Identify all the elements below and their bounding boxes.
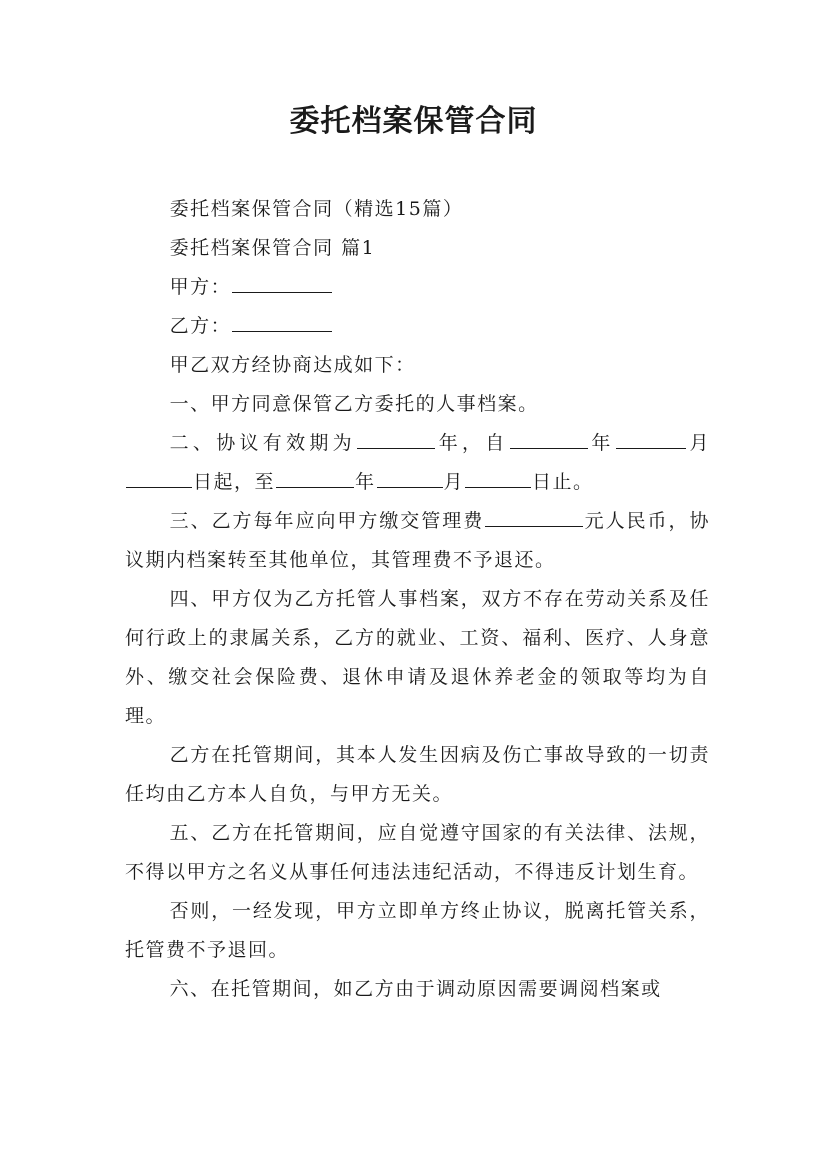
paragraph-agreement-intro: 甲乙双方经协商达成如下：	[169, 354, 416, 376]
paragraph-clause-5-consequence: 否则，一经发现，甲方立即单方终止协议，脱离托管关系，托管费不予退回。	[125, 900, 710, 961]
paragraph-clause-3	[125, 502, 710, 580]
blank-start-month	[616, 428, 686, 449]
paragraph-clause-5: 五、乙方在托管期间，应自觉遵守国家的有关法律、法规，不得以甲方之名义从事任何违法违纪活动，不得违反计划生育。	[125, 822, 710, 883]
clause-2-text-c: 年	[588, 432, 615, 454]
paragraph-clause-1: 一、甲方同意保管乙方委托的人事档案。	[169, 393, 539, 415]
paragraph-party-a	[125, 268, 710, 307]
blank-start-day	[126, 467, 192, 488]
clause-2-text-h: 日止。	[532, 471, 594, 493]
paragraph-clause-4: 四、甲方仅为乙方托管人事档案，双方不存在劳动关系及任何行政上的隶属关系，乙方的就业、工资、福利、医疗、人身意外、缴交社会保险费、退休申请及退休养老金的领取等均为自理。	[125, 588, 710, 727]
blank-start-year	[510, 428, 588, 449]
blank-end-day	[465, 467, 531, 488]
clause-3-text-b: 元人民币，协议期内档案转至其他单位，其管理费不予退还。	[125, 510, 710, 571]
clause-2-text-f: 年	[355, 471, 376, 493]
clause-3-text-a: 三、乙方每年应向甲方缴交管理费	[169, 510, 485, 532]
party-b-blank	[232, 311, 332, 332]
document-body	[125, 190, 710, 1009]
paragraph-clause-4-liability: 乙方在托管期间，其本人发生因病及伤亡事故导致的一切责任均由乙方本人自负，与甲方无关。	[125, 744, 710, 805]
clause-2-text-g: 月	[443, 471, 465, 493]
clause-2-text-e: 日起，至	[193, 471, 276, 493]
paragraph-clause-2	[125, 424, 710, 502]
paragraph-clause-6: 六、在托管期间，如乙方由于调动原因需要调阅档案或	[169, 978, 662, 1000]
paragraph-party-b	[125, 307, 710, 346]
blank-end-month	[377, 467, 443, 488]
clause-2-text-a: 二、协议有效期为	[169, 432, 356, 454]
document-title: 委托档案保管合同	[289, 104, 538, 139]
party-a-blank	[232, 272, 332, 293]
party-a-label: 甲方：	[169, 276, 232, 298]
blank-end-year	[276, 467, 354, 488]
blank-years	[357, 428, 435, 449]
paragraph-section-heading: 委托档案保管合同 篇1	[169, 237, 376, 259]
party-b-label: 乙方：	[169, 315, 232, 337]
paragraph-subtitle: 委托档案保管合同（精选15篇）	[169, 198, 464, 220]
clause-2-text-d: 月	[686, 432, 710, 454]
blank-management-fee	[485, 506, 583, 527]
clause-2-text-b: 年，自	[435, 432, 509, 454]
